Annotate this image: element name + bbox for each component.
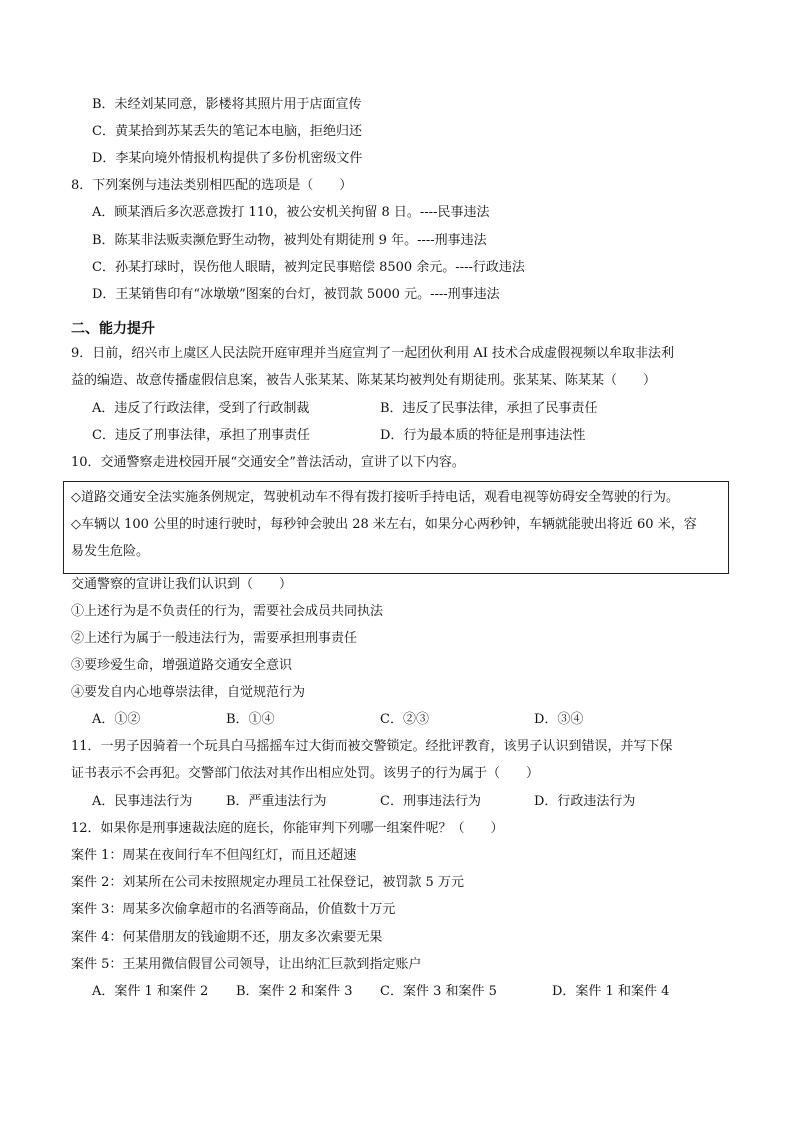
q10-statement-4: ④要发自内心地尊崇法律，自觉规范行为 [71,685,306,700]
q7-option-c: C．黄某拾到苏某丢失的笔记本电脑，拒绝归还 [92,124,362,139]
q10-material-2-line1: ◇车辆以 100 公里的时速行驶时，每秒钟会驶出 28 米左右，如果分心两秒钟，车辆就能驶出将近 60 米，容 [71,517,697,532]
q7-option-d: D．李某向境外情报机构提供了多份机密级文件 [92,151,363,166]
q7-option-b: B．未经刘某同意，影楼将其照片用于店面宣传 [92,97,362,112]
q12-case-2: 案件 2：刘某所在公司未按照规定办理员工社保登记，被罚款 5 万元 [71,875,464,890]
q11-stem-line1: 11．一男子因骑着一个玩具白马摇摇车过大街而被交警锁定。经批评教育，该男子认识到错误，并写下保 [71,739,673,754]
q10-option-c: C．②③ [380,712,429,727]
q12-case-3: 案件 3：周某多次偷拿超市的名酒等商品，价值数十万元 [71,902,396,917]
q12-case-5: 案件 5：王某用微信假冒公司领导，让出纳汇巨款到指定账户 [71,957,422,972]
q10-option-d: D．③④ [534,712,584,727]
q10-statement-3: ③要珍爱生命，增强道路交通安全意识 [71,658,293,673]
q8-stem: 8．下列案例与违法类别相匹配的选项是（ ） [71,178,353,193]
q8-option-a: A．顾某酒后多次恶意拨打 110，被公安机关拘留 8 日。----民事违法 [92,205,490,220]
q11-option-a: A．民事违法行为 [92,794,193,809]
q9-option-a: A．违反了行政法律，受到了行政制裁 [92,401,310,416]
q11-option-d: D．行政违法行为 [534,794,636,809]
q9-option-b: B．违反了民事法律，承担了民事责任 [380,401,598,416]
q9-stem-line1: 9．日前，绍兴市上虞区人民法院开庭审理并当庭宣判了一起团伙利用 AI 技术合成虚假视频以牟取非法利 [71,346,675,361]
q10-material-1: ◇道路交通安全法实施条例规定，驾驶机动车不得有拨打接听手持电话，观看电视等妨碍安全驾驶的行为。 [71,490,679,505]
q11-option-b: B．严重违法行为 [226,794,327,809]
q10-statement-2: ②上述行为属于一般违法行为，需要承担刑事责任 [71,631,358,646]
q12-option-a: A．案件 1 和案件 2 [92,984,209,999]
q11-stem-line2: 证书表示不会再犯。交警部门依法对其作出相应处罚。该男子的行为属于（ ） [71,766,540,781]
q9-option-d: D．行为最本质的特征是刑事违法性 [380,428,586,443]
q12-option-d: D．案件 1 和案件 4 [552,984,670,999]
q10-option-b: B．①④ [226,712,275,727]
q9-option-c: C．违反了刑事法律，承担了刑事责任 [92,428,310,443]
q10-lead: 交通警察的宣讲让我们认识到（ ） [71,577,293,592]
q9-stem-line2: 益的编造、故意传播虚假信息案，被告人张某某、陈某某均被判处有期徒刑。张某某、陈某某（ ） [71,373,657,388]
q8-option-c: C．孙某打球时，误伤他人眼睛，被判定民事赔偿 8500 余元。----行政违法 [92,260,525,275]
q8-option-b: B．陈某非法贩卖濒危野生动物，被判处有期徒刑 9 年。----刑事违法 [92,233,487,248]
q12-option-c: C．案件 3 和案件 5 [380,984,497,999]
q8-option-d: D．王某销售印有“冰墩墩”图案的台灯，被罚款 5000 元。----刑事违法 [92,287,500,302]
section-heading: 二、能力提升 [71,321,155,337]
q12-case-4: 案件 4：何某借朋友的钱逾期不还，朋友多次索要无果 [71,930,383,945]
q10-statement-1: ①上述行为是不负责任的行为，需要社会成员共同执法 [71,604,384,619]
q12-case-1: 案件 1：周某在夜间行车不但闯红灯，而且还超速 [71,848,357,863]
q12-stem: 12．如果你是刑事速裁法庭的庭长，你能审判下列哪一组案件呢？（ ） [71,821,504,836]
q10-stem: 10．交通警察走进校园开展“交通安全”普法活动，宣讲了以下内容。 [71,455,465,470]
q10-material-2-line2: 易发生危险。 [71,544,150,559]
q11-option-c: C．刑事违法行为 [380,794,481,809]
q10-option-a: A．①② [92,712,141,727]
q12-option-b: B．案件 2 和案件 3 [236,984,353,999]
